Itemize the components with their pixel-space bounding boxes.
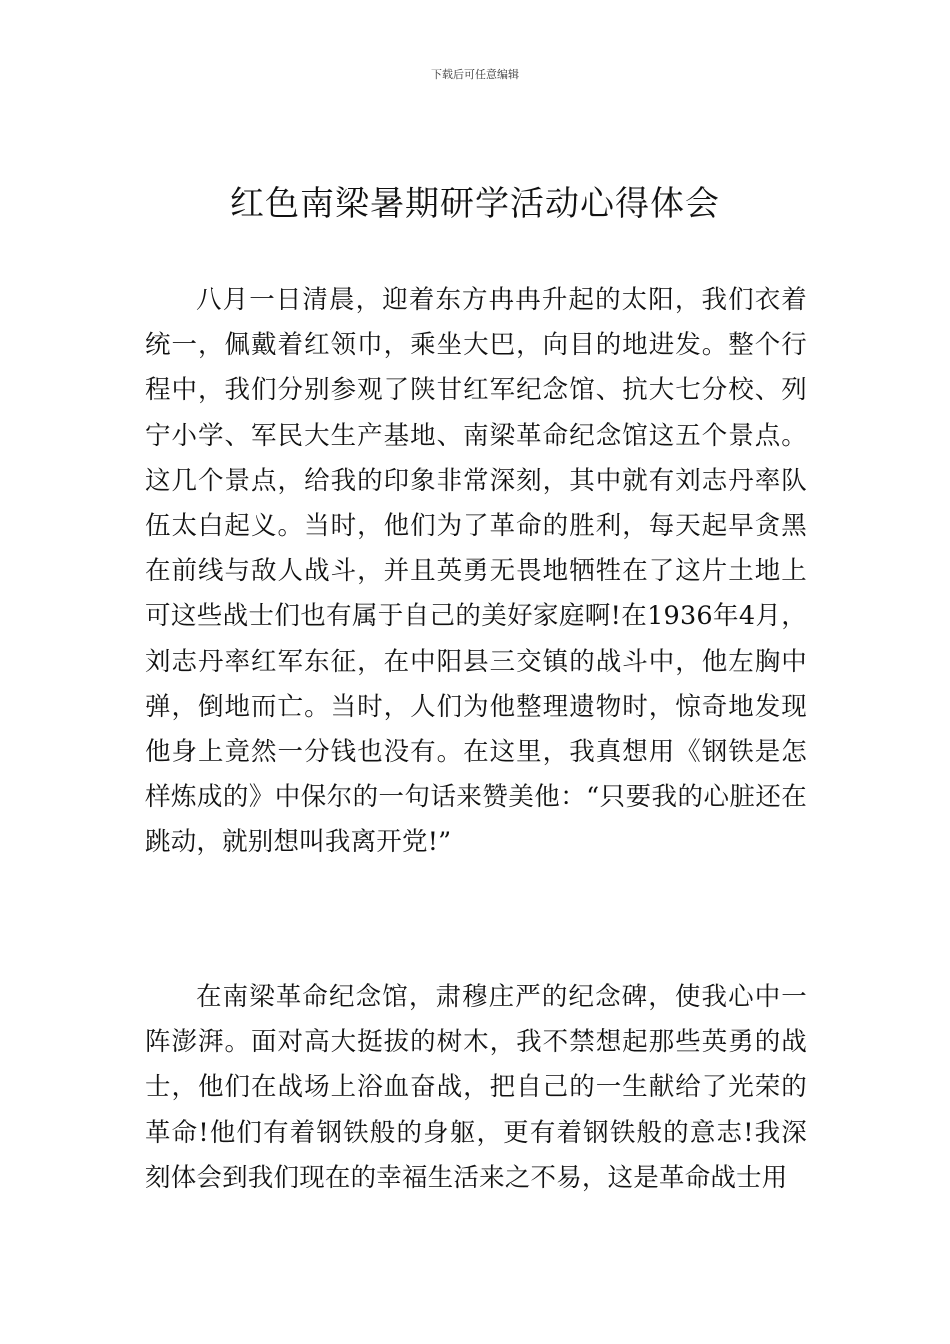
body-paragraph: 在南梁革命纪念馆，肃穆庄严的纪念碑，使我心中一阵澎湃。面对高大挺拔的树木，我不禁想起那些英勇的战士，他们在战场上浴血奋战，把自己的一生献给了光荣的革命!他们有着钢铁般的身躯，更有着钢铁般的意志!我深刻体会到我们现在的幸福生活来之不易，这是革命战士用 bbox=[145, 982, 807, 1193]
header-note: 下载后可任意编辑 bbox=[431, 68, 519, 81]
body-paragraph: 八月一日清晨，迎着东方冉冉升起的太阳，我们衣着统一，佩戴着红领巾，乘坐大巴，向目的地进发。整个行程中，我们分别参观了陕甘红军纪念馆、抗大七分校、列宁小学、军民大生产基地、南梁革命纪念馆这五个景点。这几个景点，给我的印象非常深刻，其中就有刘志丹率队伍太白起义。当时，他们为了革命的胜利，每天起早贪黑在前线与敌人战斗，并且英勇无畏地牺牲在了这片土地上可这些战士们也有属于自己的美好家庭啊!在1936年4月，刘志丹率红军东征，在中阳县三交镇的战斗中，他左胸中弹，倒地而亡。当时，人们为他整理遗物时，惊奇地发现他身上竟然一分钱也没有。在这里，我真想用《钢铁是怎样炼成的》中保尔的一句话来赞美他：“只要我的心脏还在跳动，就别想叫我离开党!” bbox=[145, 285, 807, 858]
page-title: 红色南梁暑期研学活动心得体会 bbox=[230, 184, 720, 224]
